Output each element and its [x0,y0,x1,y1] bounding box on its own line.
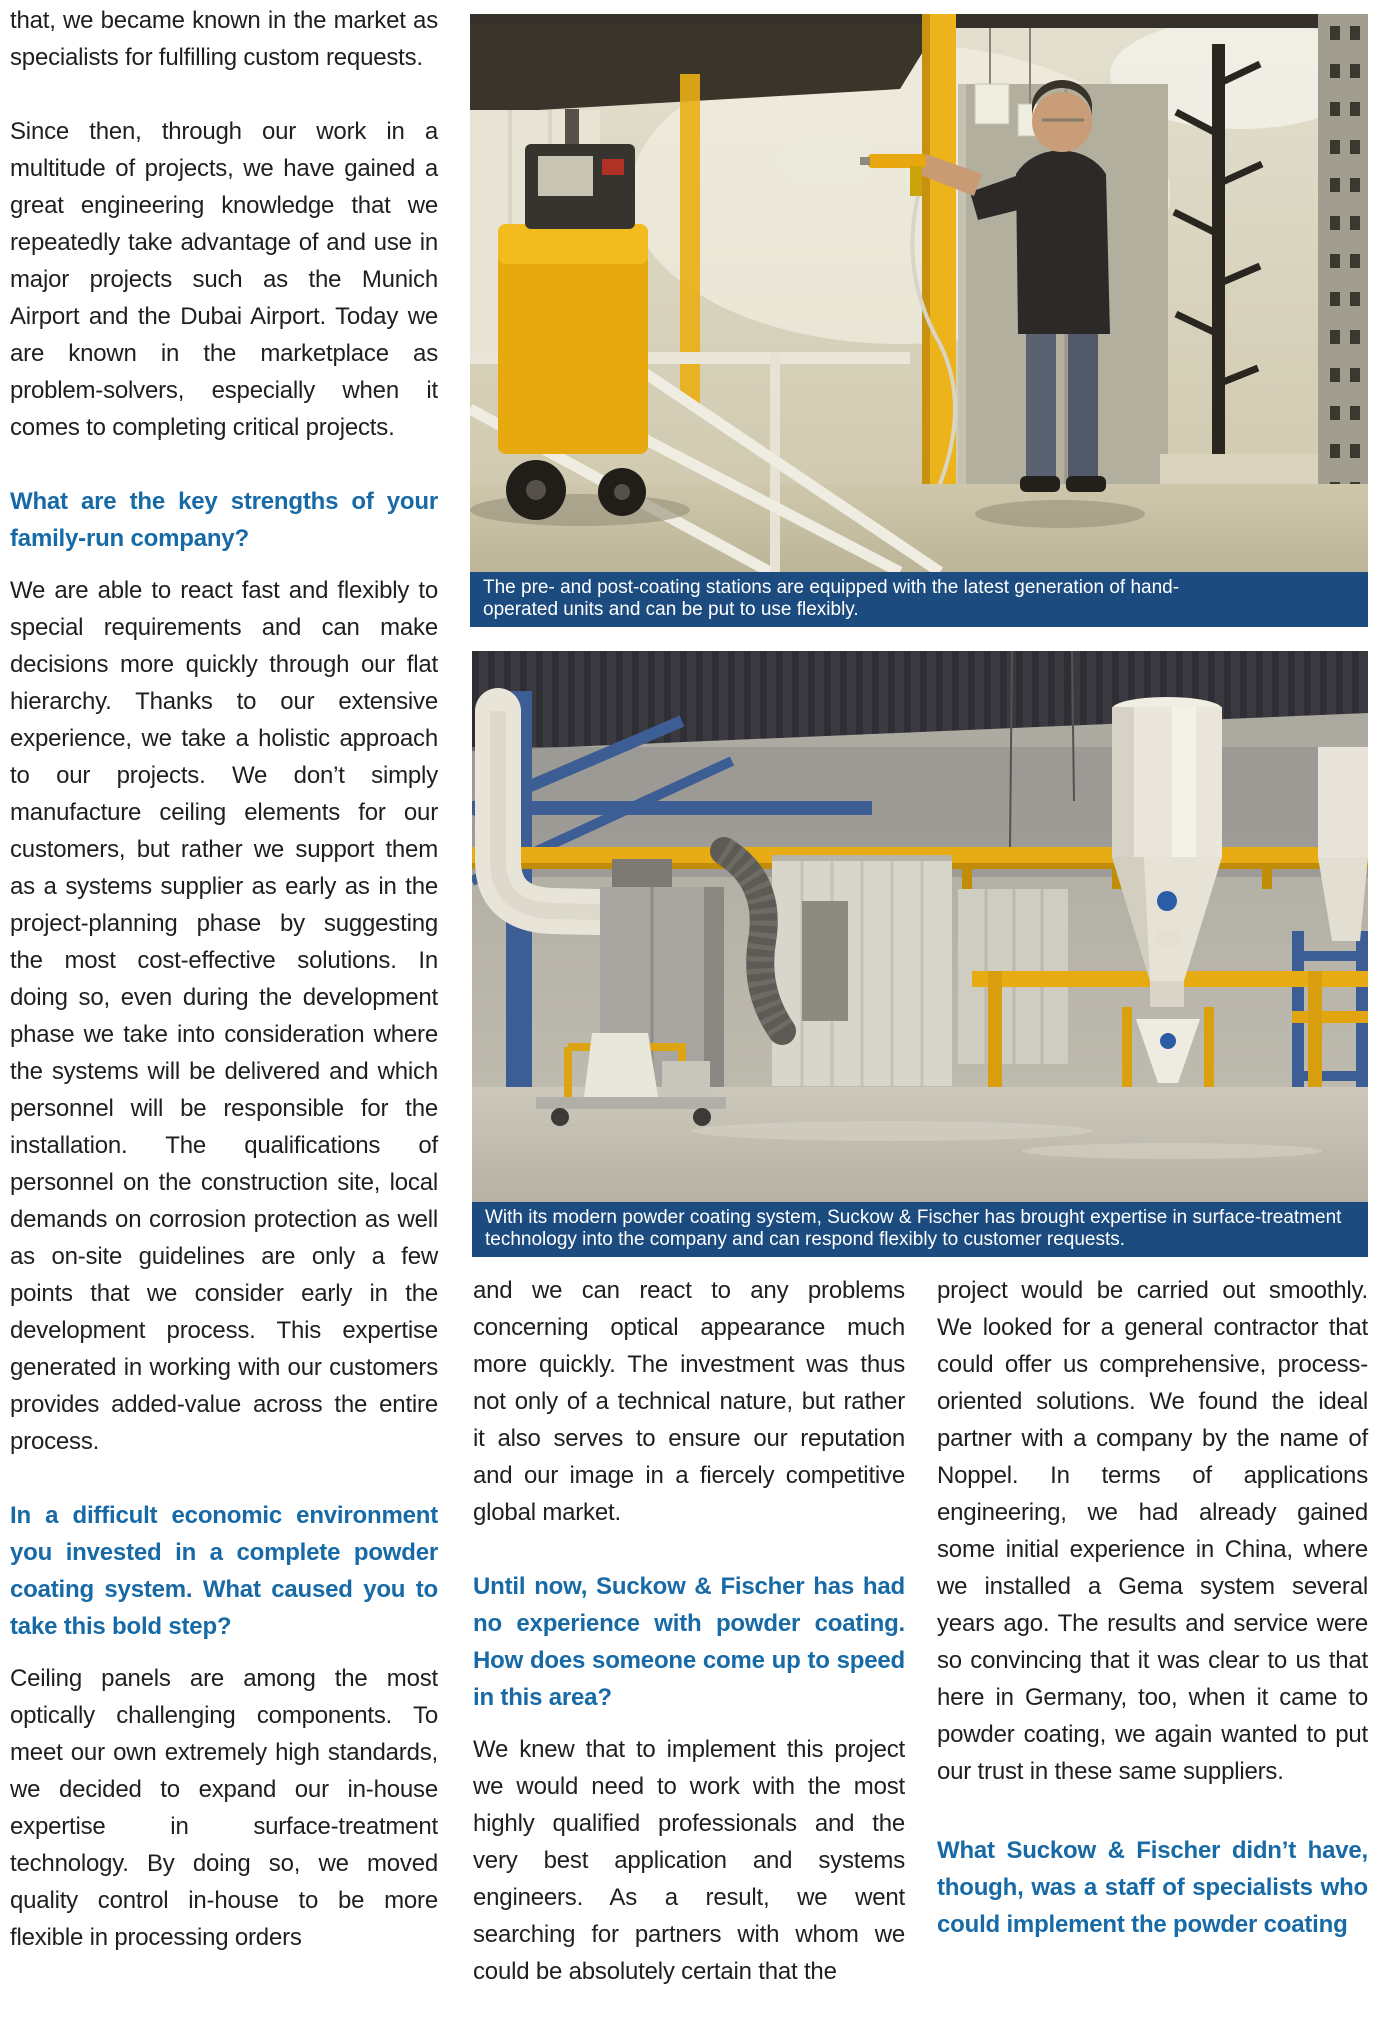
body-paragraph: Since then, through our work in a multitude of projects, we have gained a great engineering knowledge that we repeatedly take advantage of and use in major projects such as the Munich Airport and the Dubai Airport. Today we are known in the marketplace as problem-solvers, especially when it comes to completing critical projects. [10,118,438,441]
body-paragraph: We knew that to implement this project we would need to work with the most highly qualified professionals and the very best application and systems engineers. As a result, we went searching for partners with whom we could be absolutely certain that the [473,1736,905,1985]
right-column [937,1272,1368,1958]
interview-question-heading: What Suckow & Fischer didn’t have, though, was a staff of specialists who could implement the powder coating [937,1837,1368,1938]
interview-question-heading: In a difficult economic environment you invested in a complete powder coating system. What caused you to take this bold step? [10,1502,438,1640]
photo-caption-text: With its modern powder coating system, Suckow & Fischer has brought expertise in surface-treatment technology into the company and can respond flexibly to customer requests. [485,1207,1342,1250]
photo-precoating-station-image [470,14,1368,572]
body-paragraph: that, we became known in the market as specialists for fulfilling custom requests. [10,7,438,71]
photo-powder-coating-system [472,651,1368,1257]
left-column [10,2,438,1993]
photo-powder-coating-system-image [472,651,1368,1202]
body-paragraph: We are able to react fast and flexibly to special requirements and can make decisions more quickly through our flat hierarchy. Thanks to our extensive experience, we take a holistic approach to our projects. We don’t simply manufacture ceiling elements for our customers, but rather we support them as a systems supplier as early as in the project-planning phase by suggesting the most cost-effective solutions. In doing so, even during the development phase we take into consideration where the systems will be delivered and which personnel will be responsible for the installation. The qualifications of personnel on the construction site, local demands on corrosion protection as well as on-site guidelines are only a few points that we consider early in the development process. This expertise generated in working with our customers provides added-value across the entire process. [10,577,438,1455]
middle-column [473,1272,905,2017]
photo-caption-bar [472,1202,1368,1257]
body-paragraph: project would be carried out smoothly. We looked for a general contractor that could offer us comprehensive, process-oriented solutions. We found the ideal partner with a company by the name of Noppel. In terms of applications engineering, we had already gained some initial experience in China, where we installed a Gema system several years ago. The results and service were so convincing that it was clear to us that here in Germany, too, when it came to powder coating, we again wanted to put our trust in these same suppliers. [937,1277,1368,1785]
interview-question-heading: Until now, Suckow & Fischer has had no experience with powder coating. How does someone come up to speed in this area? [473,1573,905,1711]
interview-question-heading: What are the key strengths of your family-run company? [10,488,438,552]
photo-precoating-station [470,14,1368,627]
body-paragraph: Ceiling panels are among the most optically challenging components. To meet our own extremely high standards, we decided to expand our in-house expertise in surface-treatment technology. By doing so, we moved quality control in-house to be more flexible in processing orders [10,1665,438,1951]
photo-caption-text: The pre- and post-coating stations are equipped with the latest generation of hand-operated units and can be put to use flexibly. [483,577,1180,620]
body-paragraph: and we can react to any problems concerning optical appearance much more quickly. The investment was thus not only of a technical nature, but rather it also serves to ensure our reputation and our image in a fiercely competitive global market. [473,1277,905,1526]
photo-caption-bar [470,572,1368,627]
